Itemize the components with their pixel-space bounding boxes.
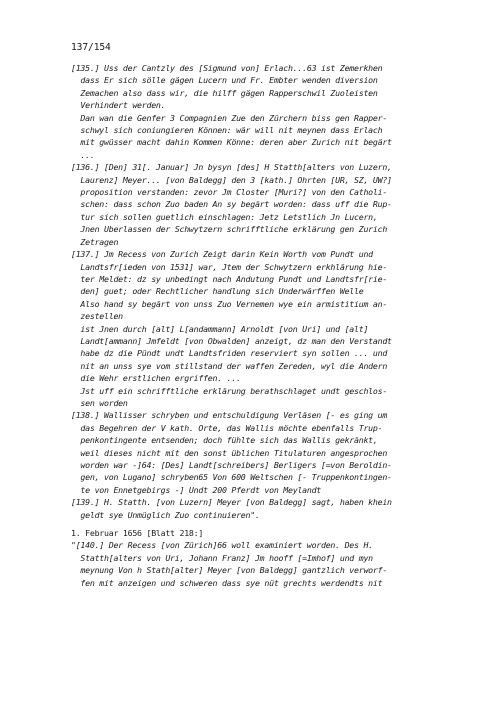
text-line: Also hand sy begärt von unss Zuo Vernemen wye ein armistitium an- (71, 298, 388, 309)
text-line: Zetragen (71, 236, 119, 247)
text-line: [139.] H. Statth. [von Luzern] Meyer [von Baldegg] sagt, haben khein (71, 497, 392, 508)
text-line: den] guet; oder Rechtlicher handlung sich Underwärffen Welle (71, 286, 364, 297)
transcription-body (71, 62, 466, 589)
page-indicator: 137/154 (71, 42, 111, 53)
entry-135 (71, 62, 466, 161)
text-line: sen worden (71, 397, 128, 408)
text-line: die Wehr erstlichen ergriffen. ... (71, 373, 241, 384)
text-line: mit gwüsser macht dahin Kommen Könne: deren aber Zurich nit begärt (71, 137, 392, 148)
text-line: ... (71, 149, 95, 160)
text-line: [136.] [Den] 31[. Januar] Jn bysyn [des] H Statth[alters von Luzern, (71, 162, 392, 173)
text-line: Verhindert werden. (71, 100, 166, 111)
text-line: worden war -]64: [Des] Landt[schreibers] Berligers [=von Beroldin- (71, 460, 392, 470)
text-line: Landt[ammann] Jmfeldt [von Obwalden] anzeigt, dz man den Verstandt (71, 335, 392, 346)
text-line: "[140.] Der Recess [von Zürich]66 woll examiniert worden. Des H. (71, 540, 373, 551)
entry-137 (71, 248, 466, 409)
text-line: tur sich sollen guetlich einschlagen: Jetz Letstlich Jn Lucern, (71, 211, 378, 222)
text-line: [137.] Jm Recess von Zurich Zeigt darin Kein Worth vom Pundt und (71, 249, 373, 260)
text-line: meynung Von h Stath[alter] Meyer [von Baldegg] gantzlich verworf- (71, 565, 388, 576)
text-line: Jst uff ein schrifftliche erklärung berathschlaget undt geschlos- (71, 385, 388, 396)
text-line: fen mit anzeigen und schweren dass sye nüt grechts werdendts nit (71, 577, 383, 588)
text-line: ter Meldet: dz sy unbedingt nach Andutung Pundt und Landtsfr[rie- (71, 273, 388, 284)
text-line: Jnen Uberlassen der Schwytzern schrifftliche erklärung gen Zurich (71, 224, 388, 235)
entry-138 (71, 409, 466, 496)
text-line: Dan wan die Genfer 3 Compagnien Zue den Zürchern biss gen Rapper- (71, 112, 388, 123)
text-line: Statth[alters von Uri, Johann Franz] Jm hooff [=Imhof] und myn (71, 552, 373, 563)
text-line: schen: dass schon Zuo baden An sy begärt worden: dass uff die Rup- (71, 199, 392, 210)
text-line: proposition verstanden: zevor Jm Closter [Muri?] von den Catholi- (71, 187, 388, 198)
date-heading: 1. Februar 1656 [Blatt 218:] (71, 528, 204, 539)
text-line: te von Ennetgebirgs -] Undt 200 Pferdt von Meylandt (71, 484, 321, 495)
text-line: weil dieses nicht mit den sonst üblichen Titulaturen angesprochen (71, 447, 388, 458)
text-line: Landtsfr[ieden von 1531] war, Jtem der Schwytzern erkhlärung hie- (71, 261, 388, 272)
entry-139 (71, 496, 466, 521)
entry-136 (71, 161, 466, 248)
text-line: gen, von Lugano] schryben65 Von 600 Weltschen [- Truppenkontingen- (71, 472, 392, 483)
text-line: das Begehren der V kath. Orte, das Wallis möchte ebenfalls Trup- (71, 422, 383, 433)
text-line: dass Er sich sölle gägen Lucern und Fr. Embter wenden diversion (71, 75, 378, 86)
text-line: habe dz die Pündt undt Landtsfriden reserviert syn sollen ... und (71, 348, 388, 359)
text-line: [138.] Wallisser schryben und entschuldigung Verläsen [- es ging um (71, 410, 388, 421)
text-line: [135.] Uss der Cantzly des [Sigmund von] Erlach...63 ist Zemerkhen (71, 63, 383, 73)
text-line: schwyl sich coniungieren Können: wär will nit meynen dass Erlach (71, 125, 383, 136)
text-line: nit an unss sye vom stillstand der waffen Zereden, wyl die Andern (71, 360, 388, 371)
entry-140 (71, 539, 466, 589)
text-line: ist Jnen durch [alt] L[andammann] Arnoldt [von Uri] und [alt] (71, 323, 369, 334)
text-line: Zemachen also dass wir, die hilff gägen Rapperschwil Zuoleisten (71, 87, 378, 98)
text-line: Laurenz] Meyer... [von Baldegg] den 3 [kath.] Ohrten [UR, SZ, UW?] (71, 174, 392, 185)
text-line: zestellen (71, 311, 123, 322)
text-line: geldt sye Unmüglich Zuo continuieren". (71, 509, 260, 520)
text-line: penkontingente entsenden; doch fühlte sich das Wallis gekränkt, (71, 435, 378, 446)
